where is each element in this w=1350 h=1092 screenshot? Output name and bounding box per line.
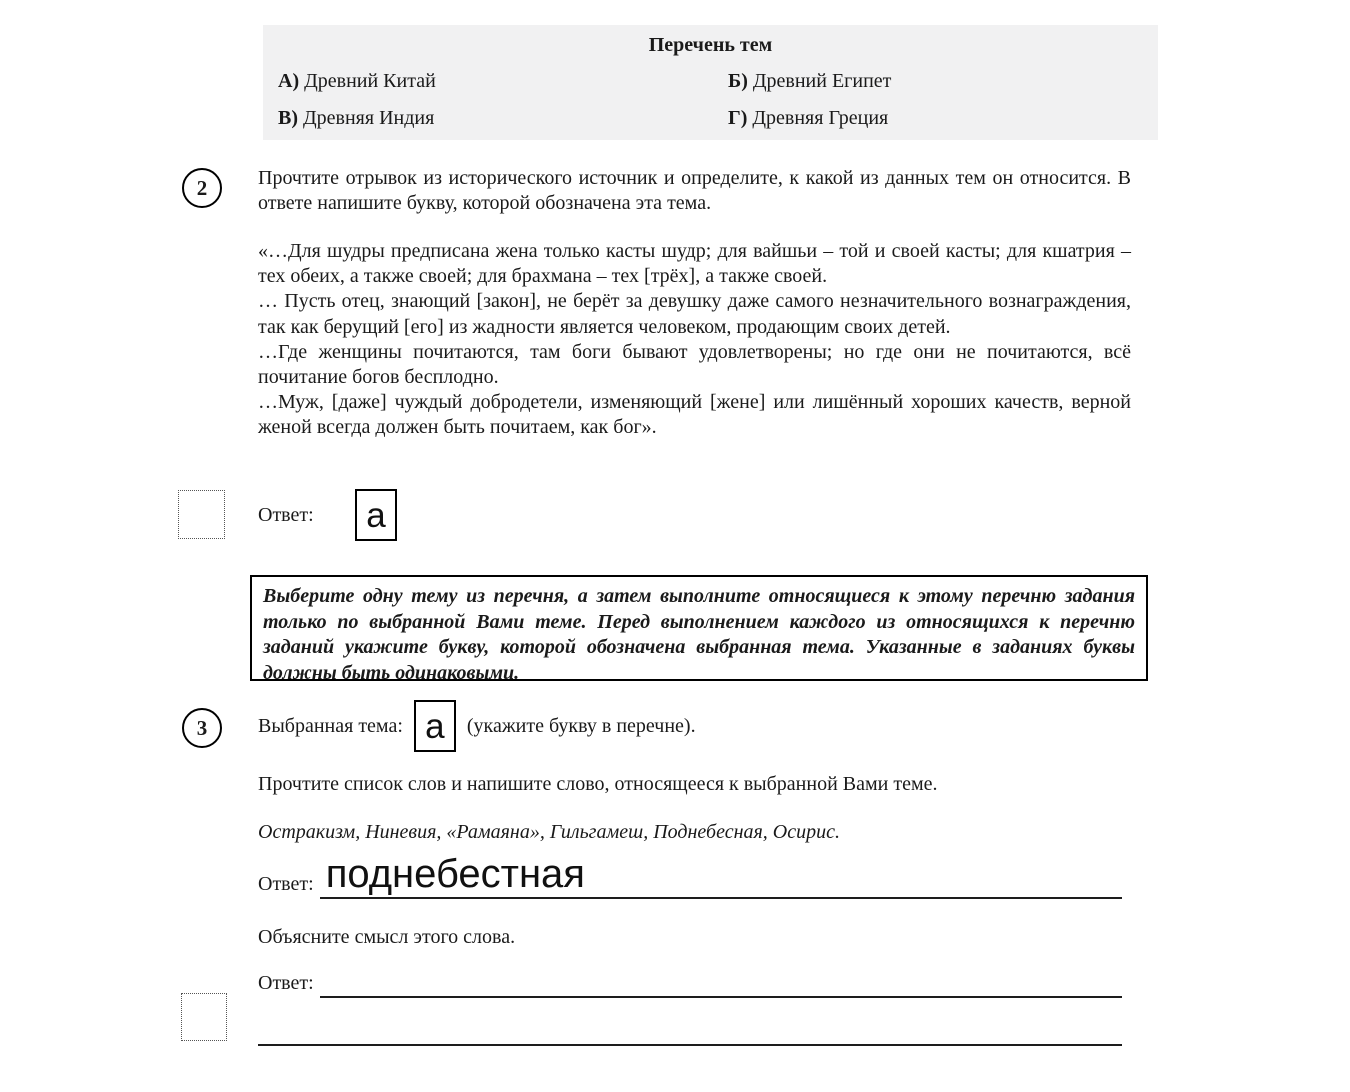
topic-item-v (278, 107, 728, 130)
explain-answer-input-line-2[interactable] (258, 1044, 1122, 1046)
topic-label: Древний Китай (304, 70, 436, 92)
topics-grid (263, 70, 1158, 130)
question-2-source-quote (258, 239, 1131, 441)
topic-letter: Г) (728, 107, 748, 129)
topic-label: Древняя Индия (303, 107, 435, 129)
explain-answer-row (258, 968, 1122, 998)
question-3-answer-label: Ответ: (258, 873, 314, 895)
topic-letter: А) (278, 70, 300, 92)
topic-item-a (278, 70, 728, 93)
question-3-answer-row (258, 851, 1122, 899)
word-list-prompt: Прочтите список слов и напишите слово, относящееся к выбранной Вами теме. (258, 773, 938, 795)
chosen-theme-input[interactable]: а (414, 700, 456, 752)
explain-word-prompt: Объясните смысл этого слова. (258, 926, 516, 948)
topics-table (263, 25, 1158, 140)
question-2-prompt: Прочтите отрывок из исторического источник и определите, к какой из данных тем он относится. В ответе напишите букву, которой обозначена эта тема. (258, 167, 1131, 214)
question-2-answer-label: Ответ: (258, 504, 314, 526)
source-paragraph: «…Для шудры предписана жена только касты шудр; для вайшьи – той и своей касты; для кшатрия – тех обеих, а также своей; для брахмана – тех [трёх], а также своей. (258, 240, 1131, 288)
score-box (181, 993, 227, 1041)
topics-table-title: Перечень тем (648, 34, 773, 56)
source-paragraph: …Муж, [даже] чуждый добродетели, изменяющий [жене] или лишённый хороших качеств, верной женой всегда должен быть почитаем, как бог». (258, 391, 1131, 439)
explain-answer-input-line-1[interactable] (320, 968, 1122, 998)
question-2-answer-input[interactable]: а (355, 489, 397, 541)
question-3-answer-input[interactable]: поднебестная (320, 851, 1122, 899)
theme-selection-instruction: Выберите одну тему из перечня, а затем выполните относящиеся к этому перечню задания только по выбранной Вами теме. Перед выполнением каждого из относящихся к перечню заданий укажите букву, которой обозначена выбранная тема. Указанные в заданиях буквы должны быть одинаковыми. (250, 575, 1148, 681)
chosen-theme-hint: (укажите букву в перечне). (466, 714, 696, 737)
score-box (178, 490, 225, 539)
chosen-theme-label: Выбранная тема: (258, 714, 403, 737)
topic-item-b (728, 70, 1158, 93)
explain-answer-label: Ответ: (258, 972, 314, 994)
source-paragraph: … Пусть отец, знающий [закон], не берёт за девушку даже самого незначительного вознаграждения, так как берущий [его] из жадности является человеком, продающим своих детей. (258, 290, 1131, 338)
topic-letter: В) (278, 107, 298, 129)
source-paragraph: …Где женщины почитаются, там боги бывают удовлетворены; но где они не почитаются, всё почитание богов бесплодно. (258, 340, 1131, 389)
topic-item-g (728, 107, 1158, 130)
question-2-number-badge: 2 (182, 168, 222, 208)
word-list: Остракизм, Ниневия, «Рамаяна», Гильгамеш, Поднебесная, Осирис. (258, 821, 841, 843)
topic-label: Древняя Греция (752, 107, 889, 129)
question-3-number-badge: 3 (182, 708, 222, 748)
topic-label: Древний Египет (752, 70, 892, 92)
chosen-theme-row (258, 699, 696, 753)
topic-letter: Б) (728, 70, 748, 92)
